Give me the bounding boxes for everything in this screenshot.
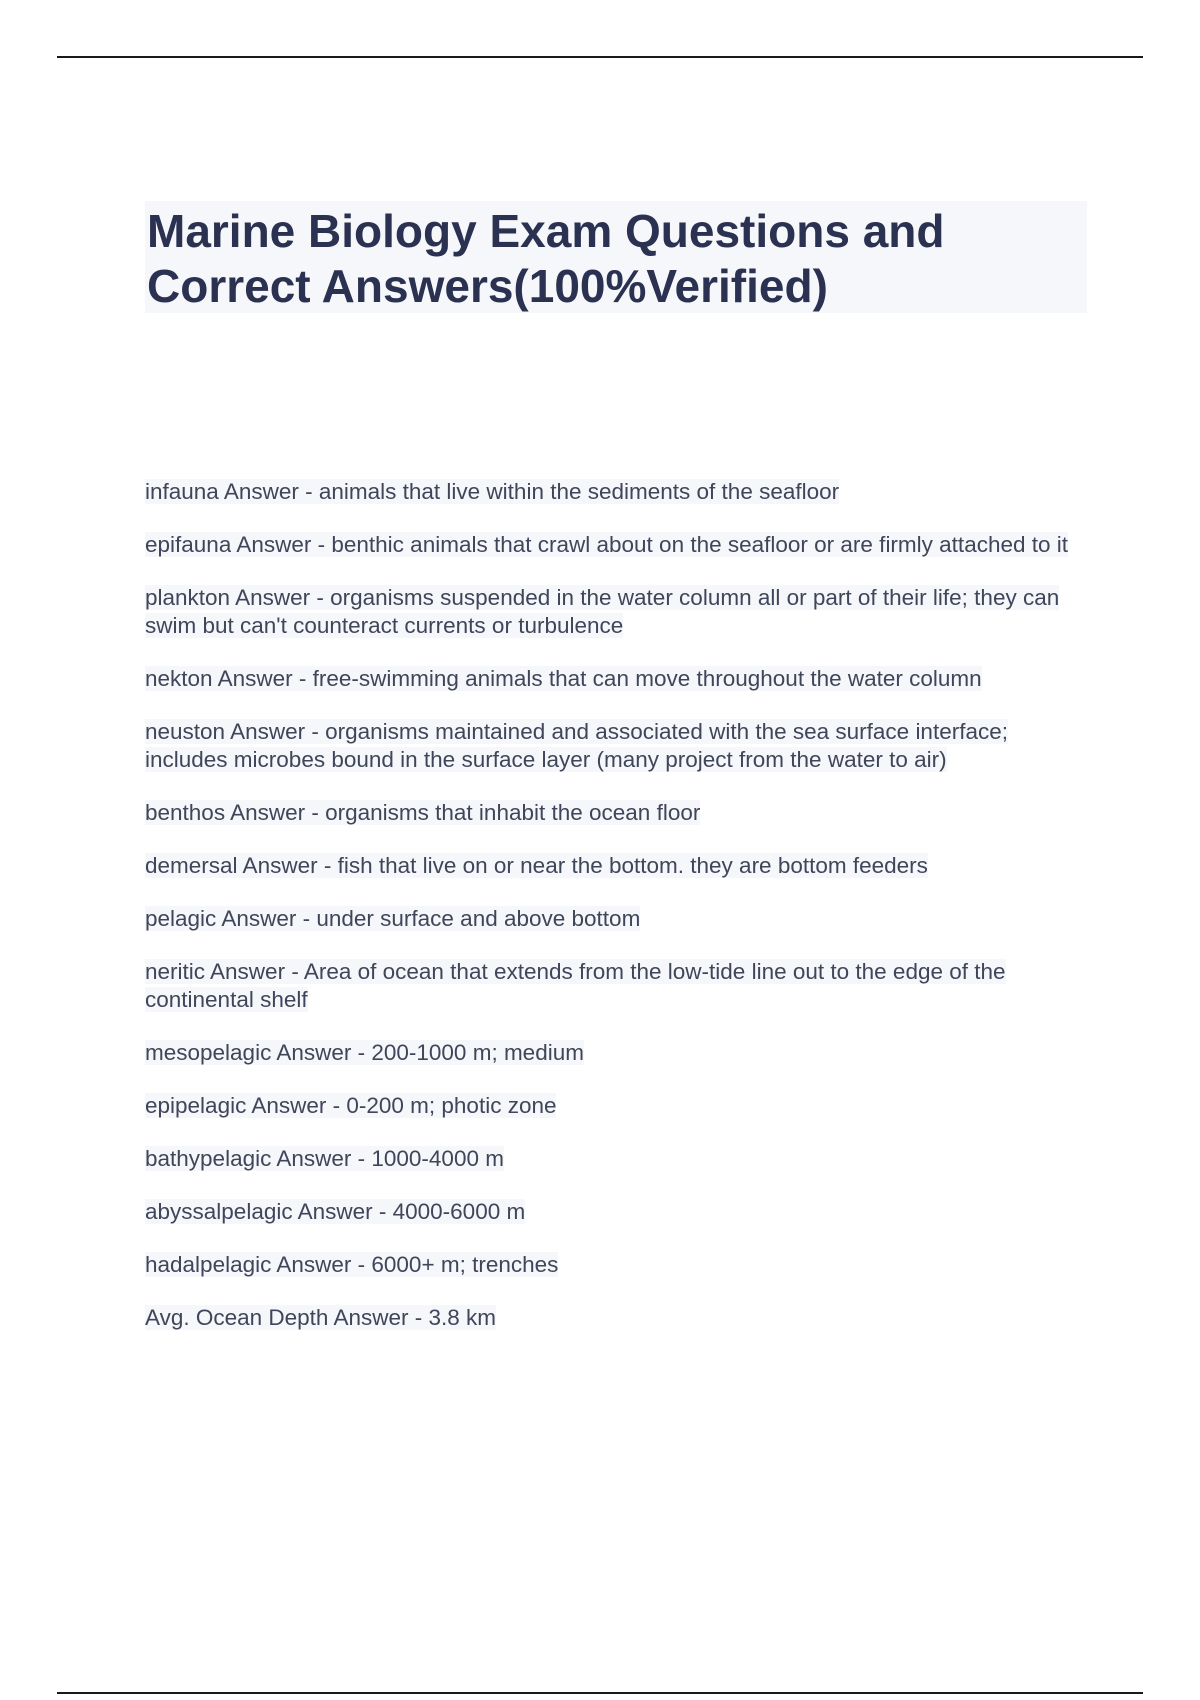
qa-item-text — [145, 1199, 525, 1224]
page-title — [147, 204, 1087, 314]
qa-term: demersal — [145, 853, 238, 878]
qa-definition: 1000-4000 m — [371, 1146, 504, 1171]
qa-item-text — [145, 1146, 504, 1171]
qa-item — [145, 1145, 1095, 1173]
qa-item — [145, 1039, 1095, 1067]
qa-separator: Answer - — [292, 1199, 393, 1224]
qa-item — [145, 531, 1095, 559]
qa-term: plankton — [145, 585, 231, 610]
qa-item-text — [145, 666, 982, 691]
qa-separator: Answer - — [216, 906, 317, 931]
qa-definition: organisms maintained and associated with the sea surface interface; includes microbes bound in the surface layer (many project from the water to air) — [145, 719, 1008, 772]
qa-definition: under surface and above bottom — [316, 906, 641, 931]
qa-term: epipelagic — [145, 1093, 247, 1118]
qa-definition: Area of ocean that extends from the low-tide line out to the edge of the continental shelf — [145, 959, 1006, 1012]
qa-definition: animals that live within the sediments of the seafloor — [318, 479, 840, 504]
qa-term: pelagic — [145, 906, 217, 931]
qa-item-text — [145, 959, 1006, 1012]
qa-item-text — [145, 906, 640, 931]
qa-term: abyssalpelagic — [145, 1199, 293, 1224]
qa-separator: Answer - — [271, 1252, 372, 1277]
qa-item-text — [145, 853, 928, 878]
qa-item-text — [145, 1252, 558, 1277]
qa-separator: Answer - — [205, 959, 304, 984]
qa-definition: 200-1000 m; medium — [371, 1040, 584, 1065]
qa-item-text — [145, 1305, 496, 1330]
qa-term: bathypelagic — [145, 1146, 272, 1171]
qa-item — [145, 1092, 1095, 1120]
qa-definition: 4000-6000 m — [392, 1199, 526, 1224]
qa-definition: fish that live on or near the bottom. they are bottom feeders — [337, 853, 928, 878]
qa-separator: Answer - — [218, 479, 319, 504]
qa-item — [145, 852, 1095, 880]
qa-item — [145, 958, 1095, 1014]
qa-separator: Answer - — [230, 585, 331, 610]
qa-item-text — [145, 479, 839, 504]
page-title-line-2: Correct Answers(100%Verified) — [147, 260, 828, 312]
qa-definition: 3.8 km — [428, 1305, 497, 1330]
qa-separator: Answer - — [225, 800, 326, 825]
qa-item — [145, 905, 1095, 933]
qa-item-text — [145, 1040, 584, 1065]
qa-list — [145, 478, 1095, 1357]
top-rule — [57, 56, 1143, 58]
qa-definition: free-swimming animals that can move throughout the water column — [312, 666, 982, 691]
qa-separator: Answer - — [231, 532, 332, 557]
qa-definition: 6000+ m; trenches — [371, 1252, 559, 1277]
qa-item-text — [145, 532, 1068, 557]
qa-item — [145, 1304, 1095, 1332]
qa-separator: Answer - — [225, 719, 326, 744]
page-title-line-1: Marine Biology Exam Questions and — [147, 205, 945, 257]
qa-item — [145, 799, 1095, 827]
qa-separator: Answer - — [271, 1146, 372, 1171]
qa-item — [145, 665, 1095, 693]
qa-term: neuston — [145, 719, 226, 744]
qa-term: nekton — [145, 666, 213, 691]
qa-item — [145, 718, 1095, 774]
qa-term: mesopelagic — [145, 1040, 272, 1065]
qa-term: infauna — [145, 479, 219, 504]
qa-term: neritic — [145, 959, 206, 984]
title-block — [145, 201, 1087, 313]
qa-item — [145, 1198, 1095, 1226]
qa-item-text — [145, 585, 1059, 638]
qa-term: Avg. Ocean Depth — [145, 1305, 329, 1330]
qa-term: epifauna — [145, 532, 232, 557]
qa-separator: Answer - — [237, 853, 338, 878]
qa-term: hadalpelagic — [145, 1252, 272, 1277]
bottom-rule — [57, 1692, 1143, 1694]
qa-item — [145, 1251, 1095, 1279]
qa-item — [145, 584, 1095, 640]
qa-term: benthos — [145, 800, 226, 825]
qa-separator: Answer - — [246, 1093, 347, 1118]
qa-separator: Answer - — [271, 1040, 372, 1065]
qa-item-text — [145, 719, 1008, 772]
qa-item-text — [145, 1093, 556, 1118]
qa-item — [145, 478, 1095, 506]
qa-definition: 0-200 m; photic zone — [346, 1093, 557, 1118]
qa-definition: organisms that inhabit the ocean floor — [325, 800, 701, 825]
qa-separator: Answer - — [212, 666, 313, 691]
qa-definition: benthic animals that crawl about on the seafloor or are firmly attached to it — [331, 532, 1069, 557]
qa-separator: Answer - — [328, 1305, 429, 1330]
qa-item-text — [145, 800, 700, 825]
qa-definition: organisms suspended in the water column all or part of their life; they can swim but can't counteract currents or turbulence — [145, 585, 1060, 638]
